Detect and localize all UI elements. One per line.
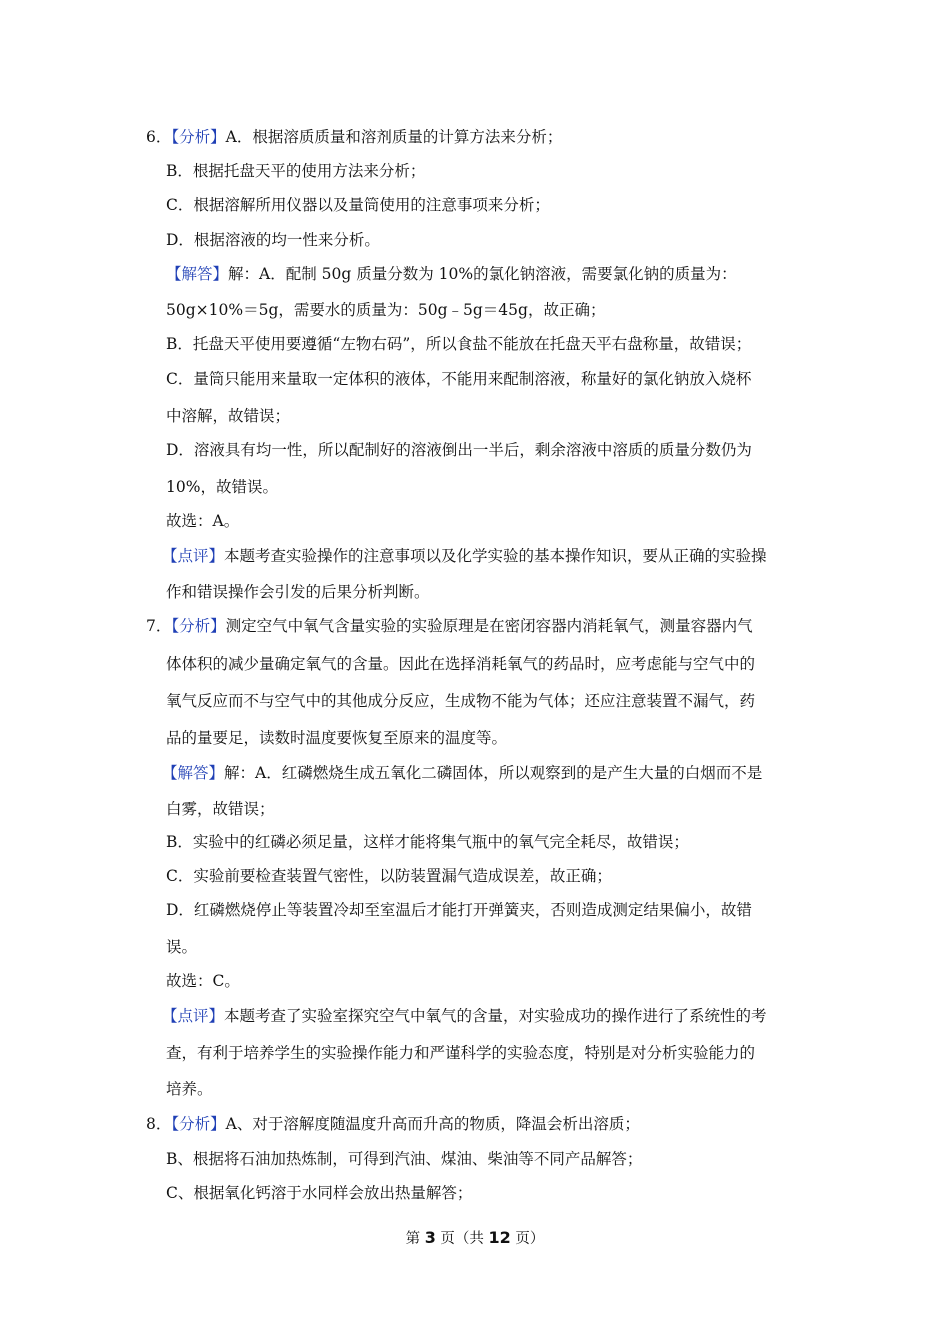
q7-comment-line (162, 1005, 767, 1027)
q7-choice: 故选：C。 (166, 972, 240, 990)
q6-answer-b: B．托盘天平使用要遵循“左物右码”，所以食盐不能放在托盘天平右盘称量，故错误； (166, 335, 752, 353)
q7-analysis-line (146, 615, 753, 637)
q6-comment-2: 作和错误操作会引发的后果分析判断。 (166, 583, 430, 601)
answer-tag: 【解答】 (166, 265, 229, 283)
q7-analysis-4: 品的量要足，读数时温度要恢复至原来的温度等。 (166, 729, 508, 747)
q6-analysis-line (146, 126, 562, 148)
q7-answer-c: C．实验前要检查装置气密性，以防装置漏气造成误差，故正确； (166, 867, 612, 885)
footer-suffix: 页） (510, 1231, 545, 1247)
q6-answer-c1: C．量筒只能用来量取一定体积的液体，不能用来配制溶液，称量好的氯化钠放入烧杯 (166, 370, 752, 388)
q6-analysis-b: B．根据托盘天平的使用方法来分析； (166, 162, 426, 180)
q7-answer-2: 白雾，故错误； (166, 800, 275, 818)
analysis-text: A、对于溶解度随温度升高而升高的物质，降温会析出溶质； (225, 1115, 640, 1133)
q7-analysis-3: 氧气反应而不与空气中的其他成分反应，生成物不能为气体；还应注意装置不漏气，药 (166, 692, 756, 710)
q8-analysis-c: C、根据氧化钙溶于水同样会放出热量解答； (166, 1184, 473, 1202)
page-total: 12 (488, 1228, 511, 1247)
answer-tag: 【解答】 (162, 764, 225, 782)
footer-middle: 页（共 (435, 1231, 489, 1247)
q8-analysis-line (146, 1113, 640, 1135)
comment-text: 本题考查实验操作的注意事项以及化学实验的基本操作知识，要从正确的实验操 (224, 547, 767, 565)
analysis-tag: 【分析】 (171, 128, 226, 146)
q6-answer-c2: 中溶解，故错误； (166, 407, 291, 425)
analysis-tag: 【分析】 (171, 617, 226, 635)
q8-analysis-b: B、根据将石油加热炼制，可得到汽油、煤油、柴油等不同产品解答； (166, 1150, 643, 1168)
q6-answer-line (166, 263, 737, 285)
question-number: 7． (146, 617, 172, 635)
analysis-text: A．根据溶质质量和溶剂质量的计算方法来分析； (225, 128, 563, 146)
q6-answer-d2: 10%，故错误。 (166, 478, 278, 496)
q6-analysis-d: D．根据溶液的均一性来分析。 (166, 231, 380, 249)
q6-comment-line (162, 545, 767, 567)
analysis-text: 测定空气中氧气含量实验的实验原理是在密闭容器内消耗氧气，测量容器内气 (225, 617, 753, 635)
question-number: 6． (146, 128, 172, 146)
comment-tag: 【点评】 (162, 547, 225, 565)
q6-analysis-c: C．根据溶解所用仪器以及量筒使用的注意事项来分析； (166, 196, 550, 214)
analysis-tag: 【分析】 (171, 1115, 226, 1133)
footer-prefix: 第 (405, 1231, 425, 1247)
q7-analysis-2: 体体积的减少量确定氧气的含量。因此在选择消耗氧气的药品时，应考虑能与空气中的 (166, 655, 756, 673)
answer-text: 解：A．红磷燃烧生成五氧化二磷固体，所以观察到的是产生大量的白烟而不是 (224, 764, 763, 782)
q7-comment-3: 培养。 (166, 1080, 213, 1098)
q7-answer-d2: 误。 (166, 938, 198, 956)
page-footer (0, 1228, 950, 1249)
q7-answer-d1: D．红磷燃烧停止等装置冷却至室温后才能打开弹簧夹，否则造成测定结果偏小，故错 (166, 901, 752, 919)
answer-text: 解：A．配制 50g 质量分数为 10%的氯化钠溶液，需要氯化钠的质量为： (228, 265, 737, 283)
q6-answer-calc: 50g×10%＝5g，需要水的质量为：50g﹣5g＝45g，故正确； (166, 301, 606, 319)
page-number: 3 (424, 1228, 436, 1247)
q6-choice: 故选：A。 (166, 512, 240, 530)
q7-comment-2: 查，有利于培养学生的实验操作能力和严谨科学的实验态度，特别是对分析实验能力的 (166, 1044, 756, 1062)
question-number: 8． (146, 1115, 172, 1133)
q7-answer-b: B．实验中的红磷必须足量，这样才能将集气瓶中的氧气完全耗尽，故错误； (166, 833, 689, 851)
q7-answer-line (162, 762, 762, 784)
comment-text: 本题考查了实验室探究空气中氧气的含量，对实验成功的操作进行了系统性的考 (224, 1007, 767, 1025)
comment-tag: 【点评】 (162, 1007, 225, 1025)
q6-answer-d1: D．溶液具有均一性，所以配制好的溶液倒出一半后，剩余溶液中溶质的质量分数仍为 (166, 441, 752, 459)
